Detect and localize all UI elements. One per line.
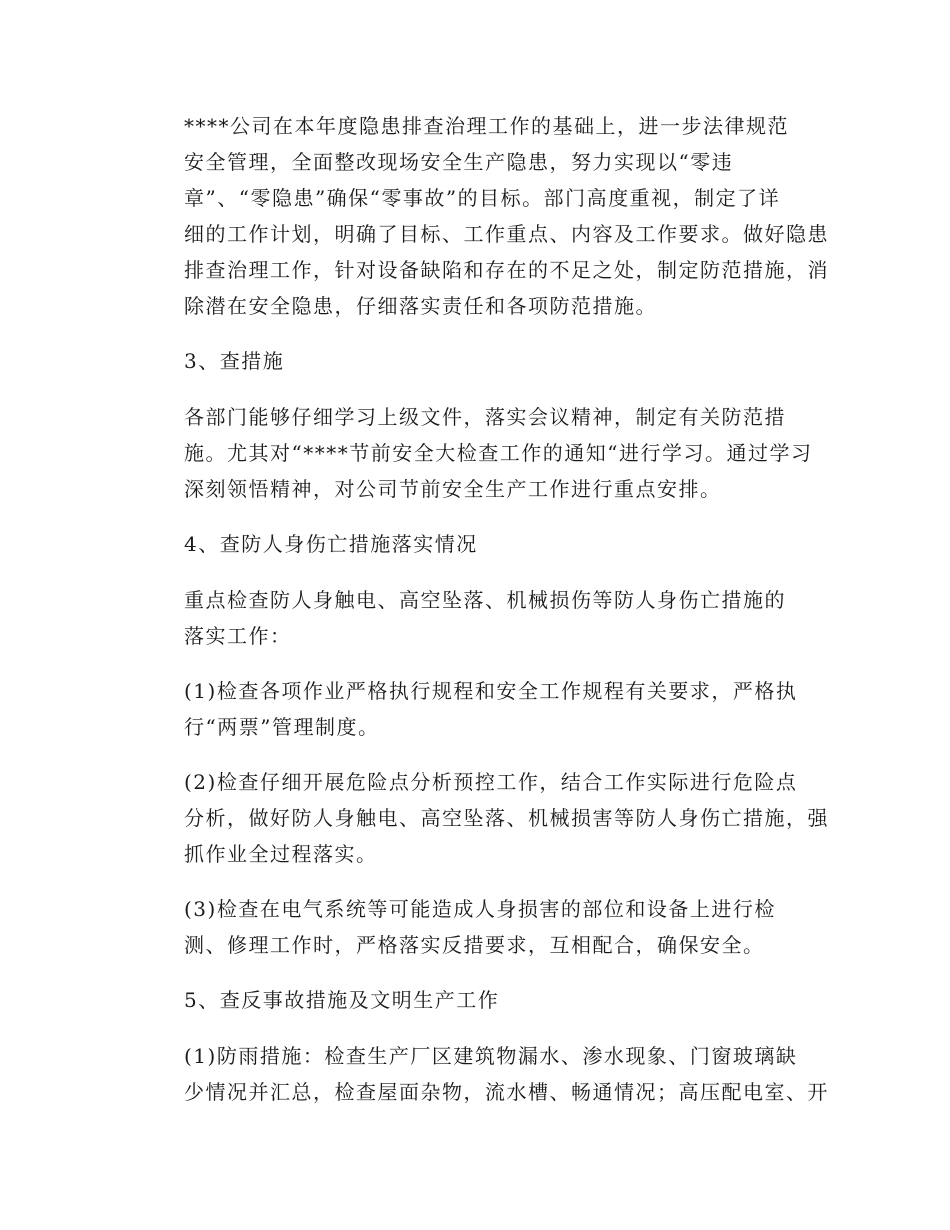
text-line: 施。尤其对“****节前安全大检查工作的通知“进行学习。通过学习 [184, 441, 813, 465]
text-line: 少情况并汇总，检查屋面杂物，流水槽、畅通情况；高压配电室、开 [184, 1080, 829, 1104]
text-line: 重点检查防人身触电、高空坠落、机械损伤等防人身伤亡措施的 [184, 588, 786, 612]
heading-text: 4、查防人身伤亡措施落实情况 [184, 532, 478, 556]
text-line: 深刻领悟精神，对公司节前安全生产工作进行重点安排。 [184, 477, 722, 501]
text-line: 行“两票”管理制度。 [184, 715, 380, 739]
text-line: 排查治理工作，针对设备缺陷和存在的不足之处，制定防范措施，消 [184, 258, 829, 282]
list-item-4-1 [140, 673, 810, 745]
section-heading-5 [140, 982, 810, 1018]
text-line: 落实工作： [184, 624, 292, 648]
list-item-5-1 [140, 1038, 829, 1110]
text-line: (1)检查各项作业严格执行规程和安全工作规程有关要求，严格执 [184, 679, 798, 703]
paragraph-4 [140, 582, 810, 654]
text-line: 分析，做好防人身触电、高空坠落、机械损害等防人身伤亡措施，强 [184, 806, 829, 830]
text-line: 细的工作计划，明确了目标、工作重点、内容及工作要求。做好隐患 [184, 222, 829, 246]
text-line: ****公司在本年度隐患排查治理工作的基础上，进一步法律规范 [184, 114, 789, 138]
text-line: (1)防雨措施：检查生产厂区建筑物漏水、渗水现象、门窗玻璃缺 [184, 1044, 798, 1068]
text-line: 抓作业全过程落实。 [184, 842, 378, 866]
text-line: 除潜在安全隐患，仔细落实责任和各项防范措施。 [184, 294, 657, 318]
list-item-4-2 [140, 764, 829, 872]
text-line: 各部门能够仔细学习上级文件，落实会议精神，制定有关防范措 [184, 405, 786, 429]
section-heading-4 [140, 526, 810, 562]
text-line: 安全管理，全面整改现场安全生产隐患，努力实现以“零违 [184, 150, 734, 174]
paragraph-intro [140, 108, 829, 324]
section-heading-3 [140, 343, 810, 379]
list-item-4-3 [140, 891, 810, 963]
text-line: 测、修理工作时，严格落实反措要求，互相配合，确保安全。 [184, 933, 765, 957]
heading-text: 3、查措施 [184, 349, 285, 373]
text-line: 章”、“零隐患”确保“零事故”的目标。部门高度重视，制定了详 [184, 186, 781, 210]
paragraph-3 [140, 399, 813, 507]
document-body [140, 108, 829, 1129]
text-line: (3)检查在电气系统等可能造成人身损害的部位和设备上进行检 [184, 897, 776, 921]
text-line: (2)检查仔细开展危险点分析预控工作，结合工作实际进行危险点 [184, 770, 798, 794]
heading-text: 5、查反事故措施及文明生产工作 [184, 988, 500, 1012]
